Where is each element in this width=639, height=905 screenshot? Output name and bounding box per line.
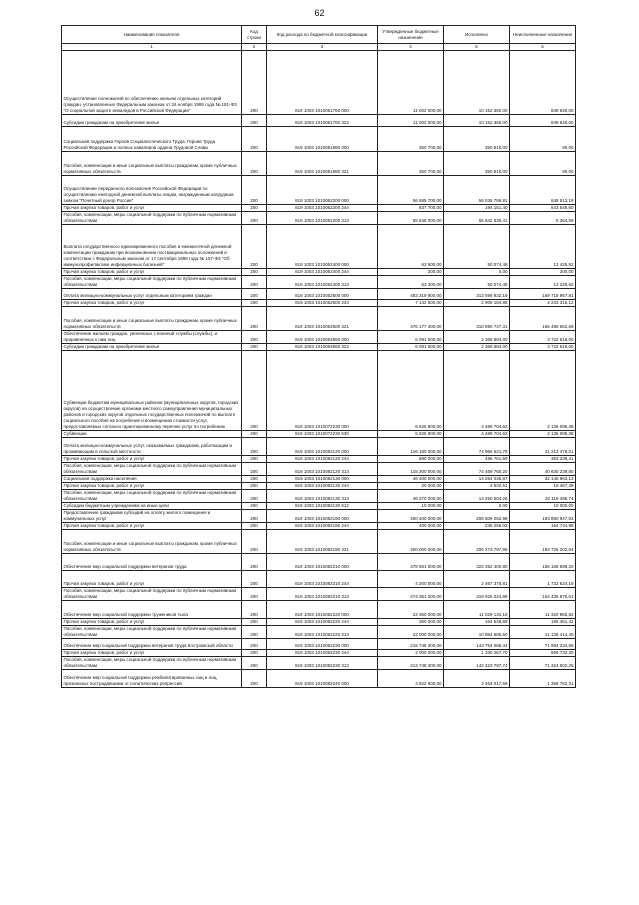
approved-cell: 46 370 000,00 xyxy=(378,490,444,503)
unexecuted-cell: 165 486 652,69 xyxy=(510,307,576,331)
column-number: 6 xyxy=(510,44,576,51)
unexecuted-cell: 13 425,52 xyxy=(510,225,576,269)
unexecuted-cell: 1 358 782,31 xyxy=(510,670,576,688)
approved-cell: 476 177 400,00 xyxy=(378,307,444,331)
row-code-cell: 200 xyxy=(242,510,267,523)
indicator-name-cell: Обеспечение мер социальной поддержки тружеников тыла xyxy=(62,601,242,619)
table-row xyxy=(62,503,576,510)
approved-cell: 22 350 000,00 xyxy=(378,601,444,619)
table-row xyxy=(62,205,576,212)
unexecuted-cell: 3 722 616,00 xyxy=(510,331,576,344)
expense-code-cell: 819 1003 1010082220 244 xyxy=(267,619,378,626)
expense-code-cell: 819 1003 1010082130 612 xyxy=(267,503,378,510)
expense-code-cell: 819 1003 1010082220 000 xyxy=(267,601,378,619)
expense-code-cell: 819 1003 1010082230 244 xyxy=(267,650,378,657)
indicator-name-cell: Пособия, компенсации и иные социальные выплаты гражданам, кроме публичных нормативных обязательств xyxy=(62,307,242,331)
indicator-name-cell: Обеспечение жильем граждан, уволенных с военной службы (службы), и приравненных к ним лиц xyxy=(62,331,242,344)
header-unexecuted: Неисполненные назначения xyxy=(510,26,576,44)
unexecuted-cell: 154 435 975,01 xyxy=(510,588,576,601)
row-code-cell: 200 xyxy=(242,571,267,588)
table-row xyxy=(62,571,576,588)
expense-code-cell: 819 1003 1010051760 000 xyxy=(267,51,378,115)
executed-cell: 74 966 521,79 xyxy=(444,438,510,456)
approved-cell: 215 748 300,00 xyxy=(378,639,444,650)
executed-cell: 350 610,00 xyxy=(444,152,510,176)
executed-cell: 10 152 360,00 xyxy=(444,51,510,115)
executed-cell: 350 610,00 xyxy=(444,127,510,152)
approved-cell: 4 200 000,00 xyxy=(378,571,444,588)
unexecuted-cell: 71 324 502,26 xyxy=(510,657,576,670)
row-code-cell: 200 xyxy=(242,152,267,176)
approved-cell: 10 000,00 xyxy=(378,503,444,510)
approved-cell: 213 748 300,00 xyxy=(378,657,444,670)
expense-code-cell: 819 1003 1010082230 000 xyxy=(267,639,378,650)
executed-cell: 206 509 052,98 xyxy=(444,510,510,523)
table-row xyxy=(62,626,576,639)
unexecuted-cell: 2 136 095,38 xyxy=(510,351,576,431)
unexecuted-cell: 90,00 xyxy=(510,127,576,152)
executed-cell: 55 842 635,41 xyxy=(444,212,510,225)
page-number: 62 xyxy=(314,8,325,18)
row-code-cell: 200 xyxy=(242,650,267,657)
unexecuted-cell: 71 994 234,56 xyxy=(510,639,576,650)
row-code-cell: 200 xyxy=(242,127,267,152)
approved-cell: 20 000,00 xyxy=(378,483,444,490)
table-row xyxy=(62,657,576,670)
table-row xyxy=(62,650,576,657)
table-row xyxy=(62,276,576,289)
approved-cell: 6 625 800,00 xyxy=(378,351,444,431)
unexecuted-cell: 1 732 624,19 xyxy=(510,571,576,588)
executed-cell: 143 754 065,44 xyxy=(444,639,510,650)
column-number-row xyxy=(62,44,576,51)
approved-cell: 350 700,00 xyxy=(378,152,444,176)
row-code-cell: 200 xyxy=(242,670,267,688)
row-code-cell: 200 xyxy=(242,289,267,300)
row-code-cell: 200 xyxy=(242,601,267,619)
unexecuted-cell: 383 238,41 xyxy=(510,456,576,463)
expense-code-cell: 819 1003 1010052400 313 xyxy=(267,276,378,289)
unexecuted-cell: 156 168 599,20 xyxy=(510,554,576,571)
indicator-name-cell: Прочая закупка товаров, работ и услуг xyxy=(62,456,242,463)
executed-cell: 14 254 036,87 xyxy=(444,476,510,483)
row-code-cell: 200 xyxy=(242,483,267,490)
table-row xyxy=(62,463,576,476)
unexecuted-cell: 169 719 967,81 xyxy=(510,289,576,300)
row-code-cell: 200 xyxy=(242,269,267,276)
approved-cell: 2 000 000,00 xyxy=(378,650,444,657)
executed-cell: 206 273 797,96 xyxy=(444,530,510,554)
approved-cell: 400 400 000,00 xyxy=(378,510,444,523)
expense-code-cell: 819 1003 1010052500 244 xyxy=(267,300,378,307)
unexecuted-cell: 5 364,59 xyxy=(510,212,576,225)
table-row xyxy=(62,269,576,276)
table-row xyxy=(62,554,576,571)
unexecuted-cell: 41 213 478,21 xyxy=(510,438,576,456)
header-approved: Утвержденные бюджетные назначения xyxy=(378,26,444,44)
row-code-cell: 200 xyxy=(242,530,267,554)
executed-cell: 2 368 884,00 xyxy=(444,344,510,351)
approved-cell: 11 002 000,00 xyxy=(378,115,444,127)
expense-code-cell: 819 1003 1010052400 000 xyxy=(267,225,378,269)
indicator-name-cell: Пособия, компенсации, меры социальной поддержки по публичным нормативным обязательствам xyxy=(62,212,242,225)
executed-cell: 194 151,40 xyxy=(444,205,510,212)
column-number: 2 xyxy=(242,44,267,51)
row-code-cell: 200 xyxy=(242,225,267,269)
table-row xyxy=(62,212,576,225)
approved-cell: 350 700,00 xyxy=(378,127,444,152)
table-row xyxy=(62,438,576,456)
indicator-name-cell: Обеспечение мер социальной поддержки ветеранов труда Костромской области xyxy=(62,639,242,650)
expense-code-cell: 819 1003 1010082210 000 xyxy=(267,554,378,571)
row-code-cell: 200 xyxy=(242,344,267,351)
executed-cell: 2 464 017,69 xyxy=(444,670,510,688)
row-code-cell: 200 xyxy=(242,456,267,463)
row-code-cell: 200 xyxy=(242,51,267,115)
expense-code-cell: 819 1003 1010082130 244 xyxy=(267,483,378,490)
approved-cell: 880 000,00 xyxy=(378,456,444,463)
indicator-name-cell: Пособия, компенсации, меры социальной поддержки по публичным нормативным обязательствам xyxy=(62,657,242,670)
executed-cell: 2 909 184,88 xyxy=(444,300,510,307)
table-row xyxy=(62,331,576,344)
executed-cell: 3 532,61 xyxy=(444,483,510,490)
approved-cell: 6 625 800,00 xyxy=(378,431,444,438)
header-expense-code: Код расхода по бюджетной классификации xyxy=(267,26,378,44)
approved-cell: 63 500,00 xyxy=(378,225,444,269)
table-row xyxy=(62,523,576,530)
unexecuted-cell: 849 640,00 xyxy=(510,51,576,115)
unexecuted-cell: 32 145 963,13 xyxy=(510,476,576,483)
unexecuted-cell: 4 233 315,12 xyxy=(510,300,576,307)
executed-cell: 310 690 747,31 xyxy=(444,307,510,331)
approved-cell: 6 091 500,00 xyxy=(378,344,444,351)
unexecuted-cell: 32 119 495,74 xyxy=(510,490,576,503)
column-number: 1 xyxy=(62,44,242,51)
unexecuted-cell: 643 548,60 xyxy=(510,205,576,212)
approved-cell: 400 000,00 xyxy=(378,523,444,530)
row-code-cell: 200 xyxy=(242,554,267,571)
approved-cell: 115 300 000,00 xyxy=(378,463,444,476)
indicator-name-cell: Пособия, компенсации и иные социальные выплаты гражданам, кроме публичных нормативных обязательств xyxy=(62,152,242,176)
approved-cell: 7 142 500,00 xyxy=(378,300,444,307)
table-row xyxy=(62,619,576,626)
executed-cell: 50 074,48 xyxy=(444,276,510,289)
indicator-name-cell: Прочая закупка товаров, работ и услуг xyxy=(62,650,242,657)
table-row xyxy=(62,300,576,307)
expense-code-cell: 819 1003 1010051980 000 xyxy=(267,127,378,152)
table-row xyxy=(62,176,576,205)
approved-cell: 3 822 800,00 xyxy=(378,670,444,688)
expense-code-cell: 819 1003 1010052200 244 xyxy=(267,205,378,212)
indicator-name-cell: Оплата жилищно-коммунальных услуг отдельным категориям граждан xyxy=(62,289,242,300)
executed-cell: 2 467 375,81 xyxy=(444,571,510,588)
approved-cell: 478 561 000,00 xyxy=(378,554,444,571)
indicator-name-cell: Осуществление полномочий по обеспечению жильем отдельных категорий граждан, установленных Федеральным законом от 24 ноября 1995 года № 181-ФЗ "О социальной защите инвалидов в Российской Федерации" xyxy=(62,51,242,115)
approved-cell: 200,00 xyxy=(378,269,444,276)
indicator-name-cell: Прочая закупка товаров, работ и услуг xyxy=(62,483,242,490)
unexecuted-cell: 10 000,00 xyxy=(510,503,576,510)
row-code-cell: 200 xyxy=(242,212,267,225)
table-row xyxy=(62,127,576,152)
table-row xyxy=(62,225,576,269)
row-code-cell: 200 xyxy=(242,490,267,503)
approved-cell: 483 319 900,00 xyxy=(378,289,444,300)
indicator-name-cell: Обеспечение мер социальной поддержки ветеранов труда xyxy=(62,554,242,571)
row-code-cell: 200 xyxy=(242,639,267,650)
column-number: 5 xyxy=(444,44,510,51)
indicator-name-cell: Субсидии гражданам на приобретение жилья xyxy=(62,115,242,127)
row-code-cell: 200 xyxy=(242,503,267,510)
executed-cell: 2 368 884,00 xyxy=(444,331,510,344)
row-code-cell: 200 xyxy=(242,351,267,431)
expense-code-cell: 819 1003 1010082190 321 xyxy=(267,530,378,554)
row-code-cell: 200 xyxy=(242,115,267,127)
indicator-name-cell: Оплата жилищно-коммунальных услуг, оказываемых гражданам, работающим и проживающим в сельской местности xyxy=(62,438,242,456)
column-number: 4 xyxy=(378,44,444,51)
row-code-cell: 200 xyxy=(242,176,267,205)
table-row xyxy=(62,510,576,523)
indicator-name-cell: Социальная поддержка Героев Социалистического Труда, Героев Труда Российской Федерации и полных кавалеров ордена Трудовой Славы xyxy=(62,127,242,152)
unexecuted-cell: 164 744,98 xyxy=(510,523,576,530)
expense-code-cell: 819 1003 1010072230 000 xyxy=(267,351,378,431)
unexecuted-cell: 193 726 202,04 xyxy=(510,530,576,554)
executed-cell: 74 469 760,20 xyxy=(444,463,510,476)
approved-cell: 116 180 000,00 xyxy=(378,438,444,456)
executed-cell: 10 152 360,00 xyxy=(444,115,510,127)
unexecuted-cell: 3 722 616,00 xyxy=(510,344,576,351)
row-code-cell: 200 xyxy=(242,626,267,639)
row-code-cell: 200 xyxy=(242,205,267,212)
executed-cell: 319 925 024,99 xyxy=(444,588,510,601)
expense-code-cell: 819 1003 1010052500 000 xyxy=(267,289,378,300)
table-row xyxy=(62,601,576,619)
row-code-cell: 200 xyxy=(242,588,267,601)
unexecuted-cell: 11 135 414,40 xyxy=(510,626,576,639)
header-executed: Исполнено xyxy=(444,26,510,44)
approved-cell: 474 361 000,00 xyxy=(378,588,444,601)
indicator-name-cell: Прочая закупка товаров, работ и услуг xyxy=(62,571,242,588)
expense-code-cell: 819 1003 1010052200 313 xyxy=(267,212,378,225)
table-row xyxy=(62,344,576,351)
expense-code-cell: 819 1003 1010082210 244 xyxy=(267,571,378,588)
executed-cell: 313 599 932,19 xyxy=(444,289,510,300)
row-code-cell: 200 xyxy=(242,438,267,456)
indicator-name-cell: Выплата государственного единовременного пособия и ежемесячной денежной компенсации гражданам при возникновении поствакцинальных осложнений в соответствии с Федеральным законом от 17 сентября 1998 года № 157-ФЗ "Об иммунопрофилактике инфекционных болезней" xyxy=(62,225,242,269)
indicator-name-cell: Субсидии бюджетным учреждениям на иные цели xyxy=(62,503,242,510)
table-row xyxy=(62,431,576,438)
unexecuted-cell: 669 732,30 xyxy=(510,650,576,657)
expense-code-cell: 819 1003 1010082120 000 xyxy=(267,438,378,456)
executed-cell: 496 761,59 xyxy=(444,456,510,463)
expense-code-cell: 819 1003 1010082130 313 xyxy=(267,490,378,503)
executed-cell: 50 074,48 xyxy=(444,225,510,269)
expense-code-cell: 819 1003 1010082120 244 xyxy=(267,456,378,463)
executed-cell: 4 489 704,62 xyxy=(444,351,510,431)
executed-cell: 142 423 797,74 xyxy=(444,657,510,670)
executed-cell: 4 489 704,62 xyxy=(444,431,510,438)
expense-code-cell: 819 1003 1010082210 313 xyxy=(267,588,378,601)
unexecuted-cell: 2 136 095,38 xyxy=(510,431,576,438)
table-row xyxy=(62,490,576,503)
indicator-name-cell: Предоставление гражданам субсидий на оплату жилого помещения и коммунальных услуг xyxy=(62,510,242,523)
expense-code-cell: 819 1003 1010052500 321 xyxy=(267,307,378,331)
row-code-cell: 200 xyxy=(242,307,267,331)
approved-cell: 56 685 700,00 xyxy=(378,176,444,205)
indicator-name-cell: Пособия, компенсации, меры социальной поддержки по публичным нормативным обязательствам xyxy=(62,626,242,639)
indicator-name-cell: Субвенции xyxy=(62,431,242,438)
expense-code-cell: 819 1003 1010072230 530 xyxy=(267,431,378,438)
approved-cell: 22 000 000,00 xyxy=(378,626,444,639)
unexecuted-cell: 849 640,00 xyxy=(510,115,576,127)
row-code-cell: 200 xyxy=(242,300,267,307)
table-row xyxy=(62,639,576,650)
table-header-row xyxy=(62,26,576,44)
approved-cell: 6 091 500,00 xyxy=(378,331,444,344)
row-code-cell: 200 xyxy=(242,331,267,344)
expense-code-cell: 819 1003 1010082190 000 xyxy=(267,510,378,523)
expense-code-cell: 819 1003 1010054850 000 xyxy=(267,331,378,344)
executed-cell: 11 029 134,18 xyxy=(444,601,510,619)
approved-cell: 55 848 000,00 xyxy=(378,212,444,225)
unexecuted-cell: 200,00 xyxy=(510,269,576,276)
table-row xyxy=(62,115,576,127)
indicator-name-cell: Субсидии гражданам на приобретение жилья xyxy=(62,344,242,351)
executed-cell: 10 864 585,60 xyxy=(444,626,510,639)
approved-cell: 350 000,00 xyxy=(378,619,444,626)
table-row xyxy=(62,670,576,688)
executed-cell: 0,00 xyxy=(444,269,510,276)
table-row xyxy=(62,530,576,554)
executed-cell: 0,00 xyxy=(444,503,510,510)
unexecuted-cell: 193 890 947,02 xyxy=(510,510,576,523)
unexecuted-cell: 40 830 239,80 xyxy=(510,463,576,476)
expense-code-cell: 819 1003 1010052200 000 xyxy=(267,176,378,205)
approved-cell: 837 700,00 xyxy=(378,205,444,212)
indicator-name-cell: Пособия, компенсации и иные социальные выплаты гражданам, кроме публичных нормативных обязательств xyxy=(62,530,242,554)
approved-cell: 11 002 000,00 xyxy=(378,51,444,115)
table-row xyxy=(62,456,576,463)
table-row xyxy=(62,351,576,431)
expense-code-cell: 819 1003 1010051980 321 xyxy=(267,152,378,176)
expense-code-cell: 819 1003 1010054850 322 xyxy=(267,344,378,351)
indicator-name-cell: Социальная поддержка населения xyxy=(62,476,242,483)
row-code-cell: 200 xyxy=(242,276,267,289)
approved-cell: 46 400 000,00 xyxy=(378,476,444,483)
header-name: Наименование показателя xyxy=(62,26,242,44)
indicator-name-cell: Пособия, компенсации, меры социальной поддержки по публичным нормативным обязательствам xyxy=(62,276,242,289)
executed-cell: 56 036 786,81 xyxy=(444,176,510,205)
indicator-name-cell: Прочая закупка товаров, работ и услуг xyxy=(62,523,242,530)
expense-code-cell: 819 1003 1010082120 313 xyxy=(267,463,378,476)
executed-cell: 235 255,02 xyxy=(444,523,510,530)
unexecuted-cell: 13 225,52 xyxy=(510,276,576,289)
table-row xyxy=(62,307,576,331)
table-row xyxy=(62,152,576,176)
unexecuted-cell: 11 320 865,82 xyxy=(510,601,576,619)
approved-cell: 400 000 000,00 xyxy=(378,530,444,554)
unexecuted-cell: 185 451,42 xyxy=(510,619,576,626)
indicator-name-cell: Прочая закупка товаров, работ и услуг xyxy=(62,269,242,276)
table-row xyxy=(62,476,576,483)
executed-cell: 14 250 504,26 xyxy=(444,490,510,503)
indicator-name-cell: Осуществление переданного полномочия Российской Федерации по осуществлению ежегодной денежной выплаты лицам, награжденным нагрудным знаком "Почетный донор России" xyxy=(62,176,242,205)
unexecuted-cell: 90,00 xyxy=(510,152,576,176)
row-code-cell: 200 xyxy=(242,523,267,530)
expense-code-cell: 819 1003 1010051760 322 xyxy=(267,115,378,127)
table-row xyxy=(62,289,576,300)
row-code-cell: 200 xyxy=(242,619,267,626)
indicator-name-cell: Прочая закупка товаров, работ и услуг xyxy=(62,300,242,307)
indicator-name-cell: Пособия, компенсации, меры социальной поддержки по публичным нормативным обязательствам xyxy=(62,463,242,476)
row-code-cell: 200 xyxy=(242,476,267,483)
row-code-cell: 200 xyxy=(242,431,267,438)
budget-execution-table xyxy=(61,25,576,688)
indicator-name-cell: Субвенции бюджетам муниципальных районов (муниципальных округов, городских округов) на осуществление органами местного самоуправления муниципальных районов и городских округов отдельных государственных полномочий по выплате социального пособия на погребение и возмещению стоимости услуг, предоставляемых согласно гарантированному перечню услуг по погребению xyxy=(62,351,242,431)
approved-cell: 63 300,00 xyxy=(378,276,444,289)
table-row xyxy=(62,51,576,115)
indicator-name-cell: Прочая закупка товаров, работ и услуг xyxy=(62,619,242,626)
column-number: 3 xyxy=(267,44,378,51)
indicator-name-cell: Пособия, компенсации, меры социальной поддержки по публичным нормативным обязательствам xyxy=(62,588,242,601)
indicator-name-cell: Обеспечение мер социальной поддержки реабилитированных лиц и лиц, признанных пострадавшими от политических репрессий xyxy=(62,670,242,688)
executed-cell: 1 330 267,70 xyxy=(444,650,510,657)
indicator-name-cell: Прочая закупка товаров, работ и услуг xyxy=(62,205,242,212)
table-row xyxy=(62,588,576,601)
header-row-code: Код строки xyxy=(242,26,267,44)
row-code-cell: 200 xyxy=(242,657,267,670)
table-row xyxy=(62,483,576,490)
executed-cell: 164 548,58 xyxy=(444,619,510,626)
expense-code-cell: 819 1003 1010082130 000 xyxy=(267,476,378,483)
unexecuted-cell: 16 467,39 xyxy=(510,483,576,490)
executed-cell: 322 392 400,80 xyxy=(444,554,510,571)
row-code-cell: 200 xyxy=(242,463,267,476)
unexecuted-cell: 648 913,19 xyxy=(510,176,576,205)
expense-code-cell: 819 1003 1010052400 244 xyxy=(267,269,378,276)
expense-code-cell: 819 1003 1010082230 313 xyxy=(267,657,378,670)
expense-code-cell: 819 1003 1010082220 313 xyxy=(267,626,378,639)
expense-code-cell: 819 1003 1010082240 000 xyxy=(267,670,378,688)
indicator-name-cell: Пособия, компенсации, меры социальной поддержки по публичным нормативным обязательствам xyxy=(62,490,242,503)
expense-code-cell: 819 1003 1010082190 244 xyxy=(267,523,378,530)
